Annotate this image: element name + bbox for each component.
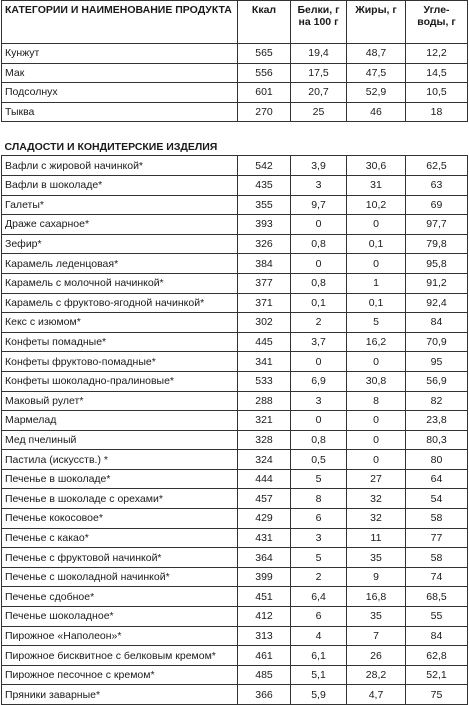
product-name-cell: Печенье в шоколаде* — [2, 469, 238, 489]
fat-cell: 47,5 — [347, 63, 406, 83]
kcal-cell: 444 — [238, 469, 291, 489]
product-name-cell: Вафли в шоколаде* — [2, 175, 238, 195]
protein-cell: 3,9 — [291, 156, 347, 176]
carbs-cell: 80 — [406, 450, 468, 470]
kcal-cell: 429 — [238, 509, 291, 529]
carbs-cell: 77 — [406, 528, 468, 548]
protein-cell: 5 — [291, 548, 347, 568]
protein-cell: 0 — [291, 254, 347, 274]
fat-cell: 35 — [347, 548, 406, 568]
table-row — [2, 371, 468, 391]
kcal-cell: 542 — [238, 156, 291, 176]
header-fat: Жиры, г — [347, 1, 406, 44]
protein-cell: 3 — [291, 528, 347, 548]
product-name-cell: Печенье с какао* — [2, 528, 238, 548]
table-row — [2, 293, 468, 313]
carbs-cell: 64 — [406, 469, 468, 489]
kcal-cell: 371 — [238, 293, 291, 313]
protein-cell: 20,7 — [291, 83, 347, 103]
kcal-cell: 341 — [238, 352, 291, 372]
fat-cell: 0 — [347, 352, 406, 372]
product-name-cell: Маковый рулет* — [2, 391, 238, 411]
carbs-cell: 54 — [406, 489, 468, 509]
fat-cell: 11 — [347, 528, 406, 548]
protein-cell: 6,9 — [291, 371, 347, 391]
product-name-cell: Пастила (искусств.) * — [2, 450, 238, 470]
kcal-cell: 355 — [238, 195, 291, 215]
kcal-cell: 324 — [238, 450, 291, 470]
section-sweets — [2, 122, 468, 156]
carbs-cell: 55 — [406, 607, 468, 627]
protein-cell: 0 — [291, 411, 347, 431]
table-row — [2, 63, 468, 83]
table-row — [2, 313, 468, 333]
table-row — [2, 156, 468, 176]
seeds-group — [2, 44, 468, 122]
table-row — [2, 332, 468, 352]
protein-cell: 9,7 — [291, 195, 347, 215]
carbs-cell: 82 — [406, 391, 468, 411]
carbs-cell: 70,9 — [406, 332, 468, 352]
table-row — [2, 665, 468, 685]
carbs-cell: 56,9 — [406, 371, 468, 391]
table-row — [2, 175, 468, 195]
carbs-cell: 95,8 — [406, 254, 468, 274]
carbs-cell: 52,1 — [406, 665, 468, 685]
header-category-name: КАТЕГОРИИ И НАИМЕНОВАНИЕ ПРОДУКТА — [2, 1, 238, 44]
product-name-cell: Карамель леденцовая* — [2, 254, 238, 274]
carbs-cell: 80,3 — [406, 430, 468, 450]
table-row — [2, 215, 468, 235]
product-name-cell: Мармелад — [2, 411, 238, 431]
table-row — [2, 626, 468, 646]
product-name-cell: Мед пчелиный — [2, 430, 238, 450]
carbs-cell: 58 — [406, 509, 468, 529]
table-row — [2, 646, 468, 666]
fat-cell: 8 — [347, 391, 406, 411]
protein-cell: 0 — [291, 352, 347, 372]
kcal-cell: 565 — [238, 44, 291, 64]
table-row — [2, 254, 468, 274]
kcal-cell: 412 — [238, 607, 291, 627]
kcal-cell: 288 — [238, 391, 291, 411]
fat-cell: 46 — [347, 102, 406, 122]
kcal-cell: 328 — [238, 430, 291, 450]
kcal-cell: 457 — [238, 489, 291, 509]
product-name-cell: Кунжут — [2, 44, 238, 64]
product-name-cell: Печенье с шоколадной начинкой* — [2, 567, 238, 587]
fat-cell: 52,9 — [347, 83, 406, 103]
protein-cell: 19,4 — [291, 44, 347, 64]
table-row — [2, 195, 468, 215]
fat-cell: 28,2 — [347, 665, 406, 685]
kcal-cell: 377 — [238, 273, 291, 293]
protein-cell: 2 — [291, 567, 347, 587]
product-name-cell: Тыква — [2, 102, 238, 122]
table-header-row — [2, 1, 468, 44]
kcal-cell: 364 — [238, 548, 291, 568]
product-name-cell: Зефир* — [2, 234, 238, 254]
protein-cell: 0,5 — [291, 450, 347, 470]
product-name-cell: Конфеты помадные* — [2, 332, 238, 352]
protein-cell: 5 — [291, 469, 347, 489]
protein-cell: 8 — [291, 489, 347, 509]
header-kcal: Ккал — [238, 1, 291, 44]
fat-cell: 0 — [347, 450, 406, 470]
fat-cell: 48,7 — [347, 44, 406, 64]
product-name-cell: Пирожное бисквитное с белковым кремом* — [2, 646, 238, 666]
kcal-cell: 366 — [238, 685, 291, 705]
product-name-cell: Карамель с фруктово-ягодной начинкой* — [2, 293, 238, 313]
product-name-cell: Вафли с жировой начинкой* — [2, 156, 238, 176]
carbs-cell: 97,7 — [406, 215, 468, 235]
product-name-cell: Карамель с молочной начинкой* — [2, 273, 238, 293]
product-name-cell: Пряники заварные* — [2, 685, 238, 705]
fat-cell: 0 — [347, 254, 406, 274]
product-name-cell: Печенье с фруктовой начинкой* — [2, 548, 238, 568]
fat-cell: 0,1 — [347, 234, 406, 254]
fat-cell: 31 — [347, 175, 406, 195]
table-row — [2, 469, 468, 489]
kcal-cell: 431 — [238, 528, 291, 548]
carbs-cell: 62,5 — [406, 156, 468, 176]
fat-cell: 27 — [347, 469, 406, 489]
product-name-cell: Подсолнух — [2, 83, 238, 103]
product-name-cell: Пирожное песочное с кремом* — [2, 665, 238, 685]
protein-cell: 0,8 — [291, 273, 347, 293]
kcal-cell: 321 — [238, 411, 291, 431]
table-row — [2, 273, 468, 293]
fat-cell: 0 — [347, 215, 406, 235]
carbs-cell: 75 — [406, 685, 468, 705]
table-row — [2, 352, 468, 372]
protein-cell: 0,8 — [291, 234, 347, 254]
protein-cell: 25 — [291, 102, 347, 122]
kcal-cell: 393 — [238, 215, 291, 235]
carbs-cell: 84 — [406, 626, 468, 646]
table-row — [2, 430, 468, 450]
table-row — [2, 234, 468, 254]
carbs-cell: 74 — [406, 567, 468, 587]
protein-cell: 0,1 — [291, 293, 347, 313]
fat-cell: 10,2 — [347, 195, 406, 215]
kcal-cell: 326 — [238, 234, 291, 254]
kcal-cell: 399 — [238, 567, 291, 587]
kcal-cell: 533 — [238, 371, 291, 391]
fat-cell: 30,8 — [347, 371, 406, 391]
kcal-cell: 556 — [238, 63, 291, 83]
product-name-cell: Конфеты фруктово-помадные* — [2, 352, 238, 372]
fat-cell: 32 — [347, 509, 406, 529]
fat-cell: 30,6 — [347, 156, 406, 176]
fat-cell: 9 — [347, 567, 406, 587]
table-row — [2, 450, 468, 470]
carbs-cell: 12,2 — [406, 44, 468, 64]
product-name-cell: Конфеты шоколадно-пралиновые* — [2, 371, 238, 391]
table-row — [2, 587, 468, 607]
protein-cell: 6 — [291, 607, 347, 627]
table-row — [2, 102, 468, 122]
product-name-cell: Кекс с изюмом* — [2, 313, 238, 333]
table-row — [2, 685, 468, 705]
kcal-cell: 601 — [238, 83, 291, 103]
product-name-cell: Печенье сдобное* — [2, 587, 238, 607]
protein-cell: 6,1 — [291, 646, 347, 666]
product-name-cell: Печенье шоколадное* — [2, 607, 238, 627]
sweets-group — [2, 156, 468, 705]
protein-cell: 5,9 — [291, 685, 347, 705]
table-row — [2, 391, 468, 411]
carbs-cell: 79,8 — [406, 234, 468, 254]
carbs-cell: 10,5 — [406, 83, 468, 103]
kcal-cell: 451 — [238, 587, 291, 607]
kcal-cell: 313 — [238, 626, 291, 646]
kcal-cell: 485 — [238, 665, 291, 685]
table-row — [2, 83, 468, 103]
protein-cell: 17,5 — [291, 63, 347, 83]
section-header-row — [2, 122, 468, 156]
product-name-cell: Мак — [2, 63, 238, 83]
header-carbs: Угле-воды, г — [406, 1, 468, 44]
product-name-cell: Драже сахарное* — [2, 215, 238, 235]
table-row — [2, 509, 468, 529]
product-name-cell: Пирожное «Наполеон»* — [2, 626, 238, 646]
fat-cell: 0 — [347, 411, 406, 431]
carbs-cell: 62,8 — [406, 646, 468, 666]
fat-cell: 26 — [347, 646, 406, 666]
fat-cell: 0,1 — [347, 293, 406, 313]
carbs-cell: 18 — [406, 102, 468, 122]
protein-cell: 3,7 — [291, 332, 347, 352]
protein-cell: 3 — [291, 175, 347, 195]
protein-cell: 3 — [291, 391, 347, 411]
product-name-cell: Печенье кокосовое* — [2, 509, 238, 529]
carbs-cell: 92,4 — [406, 293, 468, 313]
table-row — [2, 489, 468, 509]
nutrition-table — [1, 0, 468, 705]
fat-cell: 0 — [347, 430, 406, 450]
fat-cell: 4,7 — [347, 685, 406, 705]
header-protein: Белки, г на 100 г — [291, 1, 347, 44]
protein-cell: 5,1 — [291, 665, 347, 685]
table-row — [2, 44, 468, 64]
protein-cell: 6 — [291, 509, 347, 529]
protein-cell: 0,8 — [291, 430, 347, 450]
section-title-sweets: СЛАДОСТИ И КОНДИТЕРСКИЕ ИЗДЕЛИЯ — [2, 122, 468, 156]
carbs-cell: 91,2 — [406, 273, 468, 293]
product-name-cell: Галеты* — [2, 195, 238, 215]
table-row — [2, 607, 468, 627]
kcal-cell: 461 — [238, 646, 291, 666]
protein-cell: 4 — [291, 626, 347, 646]
fat-cell: 32 — [347, 489, 406, 509]
table-row — [2, 567, 468, 587]
kcal-cell: 384 — [238, 254, 291, 274]
table-row — [2, 411, 468, 431]
protein-cell: 2 — [291, 313, 347, 333]
table-row — [2, 548, 468, 568]
carbs-cell: 68,5 — [406, 587, 468, 607]
protein-cell: 0 — [291, 215, 347, 235]
carbs-cell: 69 — [406, 195, 468, 215]
fat-cell: 5 — [347, 313, 406, 333]
kcal-cell: 270 — [238, 102, 291, 122]
fat-cell: 16,8 — [347, 587, 406, 607]
kcal-cell: 302 — [238, 313, 291, 333]
carbs-cell: 95 — [406, 352, 468, 372]
product-name-cell: Печенье в шоколаде с орехами* — [2, 489, 238, 509]
kcal-cell: 435 — [238, 175, 291, 195]
kcal-cell: 445 — [238, 332, 291, 352]
carbs-cell: 14,5 — [406, 63, 468, 83]
carbs-cell: 63 — [406, 175, 468, 195]
carbs-cell: 23,8 — [406, 411, 468, 431]
table-row — [2, 528, 468, 548]
carbs-cell: 84 — [406, 313, 468, 333]
fat-cell: 16,2 — [347, 332, 406, 352]
protein-cell: 6,4 — [291, 587, 347, 607]
fat-cell: 7 — [347, 626, 406, 646]
fat-cell: 35 — [347, 607, 406, 627]
carbs-cell: 58 — [406, 548, 468, 568]
fat-cell: 1 — [347, 273, 406, 293]
